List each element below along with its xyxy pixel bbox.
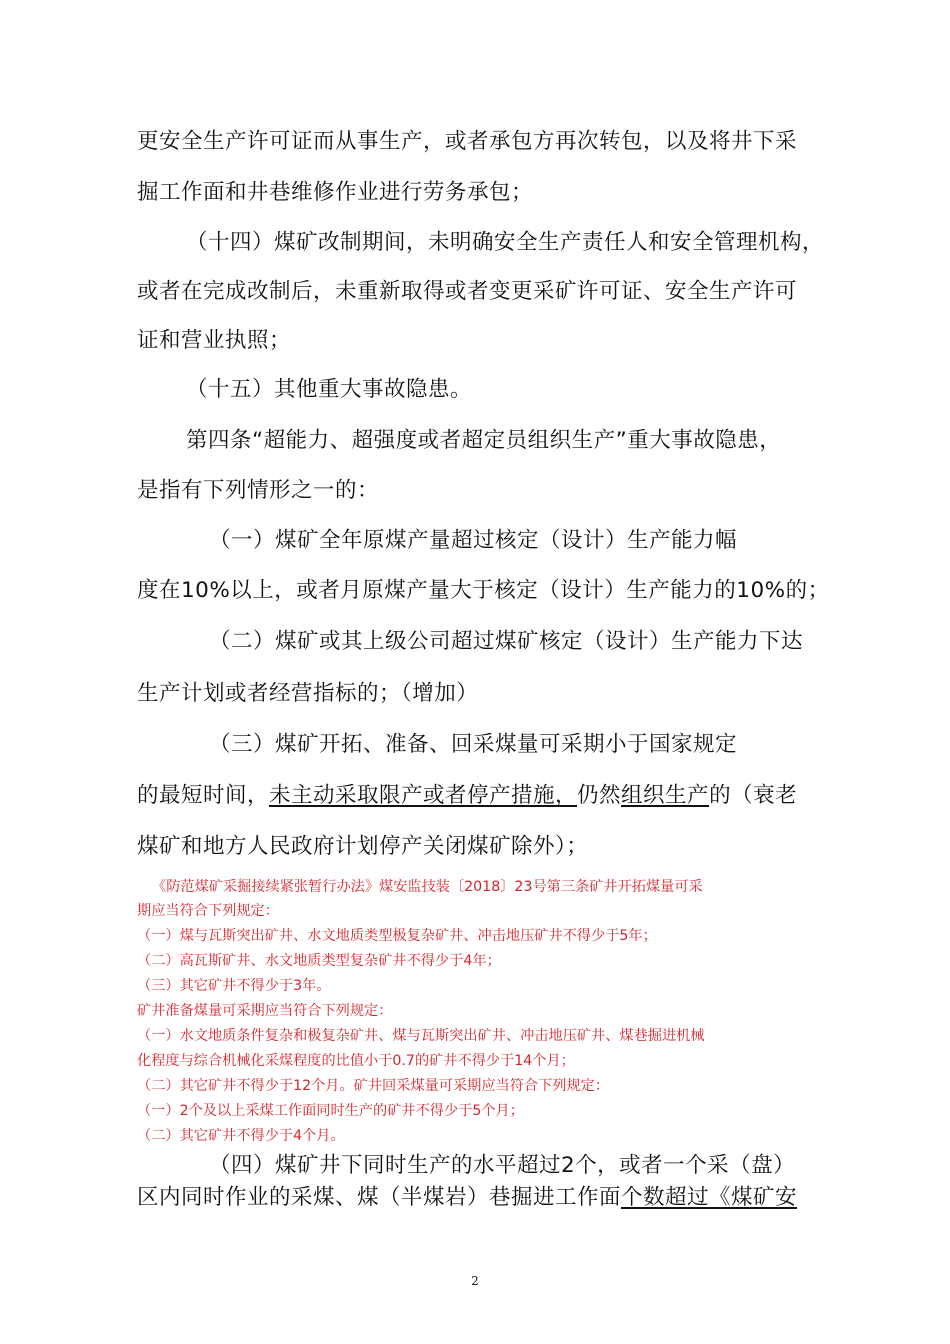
- body-line: 第四条“超能力、超强度或者超定员组织生产”重大事故隐患，: [186, 428, 782, 453]
- body-text: 的（衰老: [709, 783, 798, 808]
- underlined-text: 个数超过《煤矿安: [621, 1185, 798, 1210]
- body-text: 的最短时间，: [137, 783, 270, 808]
- underlined-text: 未主动采取限产或者停产措施，: [269, 783, 578, 808]
- note-line: 矿井准备煤量可采期应当符合下列规定：: [137, 1003, 393, 1019]
- note-line: （一）2个及以上采煤工作面同时生产的矿井不得少于5个月；: [137, 1103, 524, 1119]
- note-line: （二）其它矿井不得少于4个月。: [137, 1128, 345, 1144]
- note-line: （一）煤与瓦斯突出矿井、水文地质类型极复杂矿井、冲击地压矿井不得少于5年；: [137, 928, 657, 944]
- body-line: （三）煤矿开拓、准备、回采煤量可采期小于国家规定: [209, 732, 738, 757]
- note-line: （二）高瓦斯矿井、水文地质类型复杂矿井不得少于4年；: [137, 953, 501, 969]
- note-line: （二）其它矿井不得少于12个月。矿井回采煤量可采期应当符合下列规定：: [137, 1078, 610, 1094]
- body-line: 更安全生产许可证而从事生产，或者承包方再次转包，以及将井下采: [137, 129, 798, 154]
- body-line: 是指有下列情形之一的：: [137, 478, 380, 503]
- underlined-text: 组织生产: [621, 783, 710, 808]
- note-line: 期应当符合下列规定：: [137, 903, 279, 919]
- body-line: （四）煤矿井下同时生产的水平超过2个，或者一个采（盘）: [209, 1153, 796, 1178]
- page-number: 2: [471, 1274, 479, 1288]
- body-line: （二）煤矿或其上级公司超过煤矿核定（设计）生产能力下达: [209, 629, 804, 654]
- note-line: （三）其它矿井不得少于3年。: [137, 978, 331, 994]
- body-text: 区内同时作业的采煤、煤（半煤岩）巷掘进工作面: [137, 1185, 622, 1210]
- body-line: 证和营业执照；: [137, 328, 292, 353]
- body-line: 煤矿和地方人民政府计划停产关闭煤矿除外）；: [137, 834, 589, 859]
- body-line: 生产计划或者经营指标的；（增加）: [137, 681, 479, 706]
- body-line: 或者在完成改制后，未重新取得或者变更采矿许可证、安全生产许可: [137, 279, 798, 304]
- body-line: [137, 1180, 797, 1211]
- body-line: （十四）煤矿改制期间，未明确安全生产责任人和安全管理机构，: [186, 230, 825, 255]
- body-line: （十五）其他重大事故隐患。: [186, 377, 473, 402]
- body-line: [137, 778, 797, 809]
- note-line: （一）水文地质条件复杂和极复杂矿井、煤与瓦斯突出矿井、冲击地压矿井、煤巷掘进机械: [137, 1028, 705, 1044]
- body-text: 仍然: [577, 783, 622, 808]
- note-line: 《防范煤矿采掘接续紧张暂行办法》煤安监技装〔2018〕23号第三条矿井开拓煤量可采: [152, 879, 703, 895]
- body-line: 度在10%以上，或者月原煤产量大于核定（设计）生产能力的10%的；: [137, 578, 830, 603]
- note-line: 化程度与综合机械化采煤程度的比值小于0.7的矿井不得少于14个月；: [137, 1053, 575, 1069]
- body-line: 掘工作面和井巷维修作业进行劳务承包；: [137, 180, 534, 205]
- body-line: （一）煤矿全年原煤产量超过核定（设计）生产能力幅: [209, 528, 738, 553]
